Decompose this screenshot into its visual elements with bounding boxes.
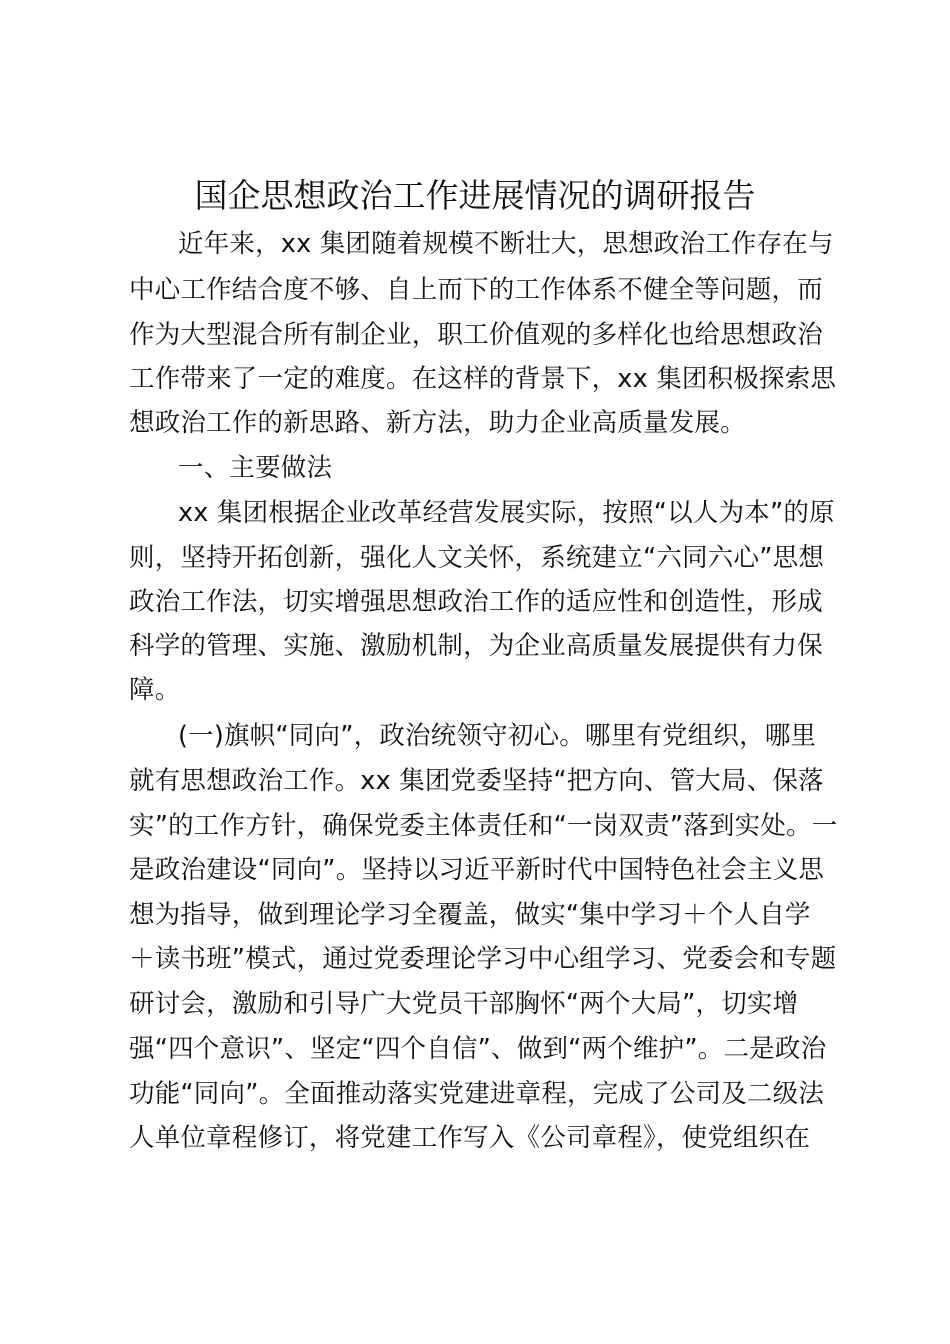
paragraph-line: 作为大型混合所有制企业，职工价值观的多样化也给思想政治 bbox=[129, 320, 823, 350]
paragraph-line: 功能“同向”。全面推动落实党建进章程，完成了公司及二级法 bbox=[129, 1079, 825, 1109]
paragraph-line: 则，坚持开拓创新，强化人文关怀，系统建立“六同六心”思想 bbox=[129, 543, 825, 573]
paragraph-line: 想政治工作的新思路、新方法，助力企业高质量发展。 bbox=[129, 408, 746, 438]
paragraph-line: 想为指导，做到理论学习全覆盖，做实“集中学习＋个人自学 bbox=[129, 900, 811, 930]
document-title: 国企思想政治工作进展情况的调研报告 bbox=[194, 176, 756, 215]
paragraph-line: 障。 bbox=[129, 675, 181, 705]
paragraph-line: 是政治建设“同向”。坚持以习近平新时代中国特色社会主义思 bbox=[129, 855, 825, 885]
paragraph-line: 中心工作结合度不够、自上而下的工作体系不健全等问题，而 bbox=[129, 275, 823, 305]
paragraph-line: 研讨会，激励和引导广大党员干部胸怀“两个大局”，切实增 bbox=[129, 989, 799, 1019]
paragraph-line: 工作带来了一定的难度。在这样的背景下，xx 集团积极探索思 bbox=[129, 364, 837, 394]
paragraph-line: 实”的工作方针，确保党委主体责任和“一岗双责”落到实处。一 bbox=[129, 811, 838, 841]
paragraph-line: xx 集团根据企业改革经营发展实际，按照“以人为本”的原 bbox=[178, 498, 835, 528]
paragraph-line: 人单位章程修订，将党建工作写入《公司章程》，使党组织在 bbox=[129, 1123, 811, 1153]
paragraph-line: 强“四个意识”、坚定“四个自信”、做到“两个维护”。二是政治 bbox=[129, 1034, 827, 1064]
paragraph-line: (一)旗帜“同向”，政治统领守初心。哪里有党组织，哪里 bbox=[178, 721, 817, 751]
paragraph-line: 政治工作法，切实增强思想政治工作的适应性和创造性，形成 bbox=[129, 587, 823, 617]
paragraph-line: 科学的管理、实施、激励机制，为企业高质量发展提供有力保 bbox=[129, 631, 823, 661]
paragraph-line: 就有思想政治工作。xx 集团党委坚持“把方向、管大局、保落 bbox=[129, 766, 824, 796]
paragraph-line: 近年来，xx 集团随着规模不断壮大，思想政治工作存在与 bbox=[178, 229, 834, 259]
paragraph-line: ＋读书班”模式，通过党委理论学习中心组学习、党委会和专题 bbox=[129, 944, 837, 974]
section-heading: 一、主要做法 bbox=[178, 453, 333, 483]
